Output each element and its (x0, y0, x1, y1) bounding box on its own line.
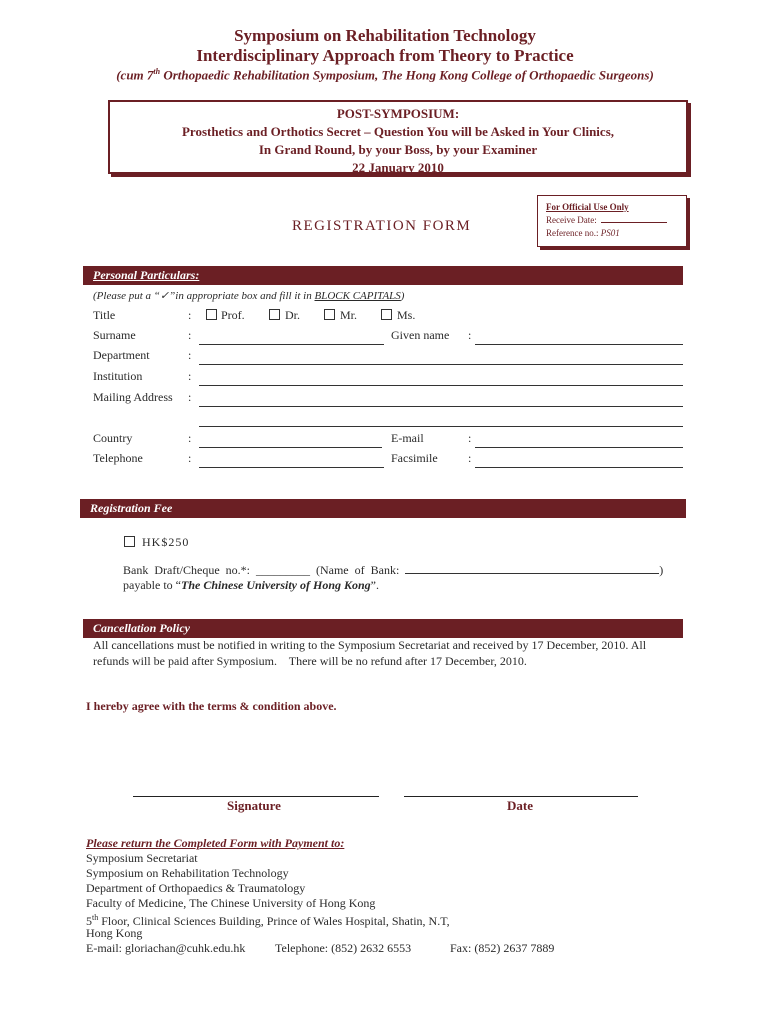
title-colon: : (188, 308, 192, 322)
surname-colon: : (188, 328, 192, 342)
institution-colon: : (188, 369, 192, 383)
date-label: Date (507, 798, 533, 813)
date-field[interactable] (404, 796, 638, 797)
check-mark-icon: ✓ (159, 290, 170, 302)
title-mr-checkbox[interactable] (324, 309, 335, 320)
personal-particulars-label: Personal Particulars: (93, 268, 200, 282)
personal-particulars-header (83, 266, 683, 285)
return-telephone: Telephone: (852) 2632 6553 (275, 941, 412, 955)
receive-date-field[interactable] (601, 222, 667, 223)
payable-line: payable to “The Chinese University of Hong Kong”. (123, 578, 379, 592)
return-line-5: 5th Floor, Clinical Sciences Building, Prince of Wales Hospital, Shatin, N.T, (86, 913, 450, 928)
return-line-6: Hong Kong (86, 926, 143, 940)
signature-field[interactable] (133, 796, 379, 797)
title-dr-checkbox[interactable] (269, 309, 280, 320)
document-subtitle: Interdisciplinary Approach from Theory to Practice (196, 46, 574, 65)
reference-label: Reference no.: (546, 228, 599, 238)
title-prof-checkbox[interactable] (206, 309, 217, 320)
email-label: E-mail (391, 431, 424, 445)
post-symposium-box (108, 100, 688, 174)
document-title: Symposium on Rehabilitation Technology (234, 26, 536, 45)
email-colon: : (468, 431, 472, 445)
receive-date-row (546, 215, 678, 225)
institution-label: Institution (93, 369, 143, 383)
return-fax: Fax: (852) 2637 7889 (450, 941, 555, 955)
mailing-address-field-1[interactable] (199, 406, 683, 407)
department-colon: : (188, 348, 192, 362)
registration-fee-header: Registration Fee (80, 499, 686, 518)
document-subtitle-note: (cum 7th Orthopaedic Rehabilitation Symposium, The Hong Kong College of Orthopaedic Surgeons) (116, 67, 654, 83)
country-field[interactable] (199, 447, 382, 448)
return-line-1: Symposium Secretariat (86, 851, 198, 865)
cancellation-header: Cancellation Policy (83, 619, 683, 638)
country-colon: : (188, 431, 192, 445)
telephone-label: Telephone (93, 451, 143, 465)
surname-label: Surname (93, 328, 136, 342)
cancellation-text-1: All cancellations must be notified in writing to the Symposium Secretariat and received by 17 December, 2010. All (93, 638, 647, 652)
given-name-field[interactable] (475, 344, 683, 345)
title-ms-label: Ms. (397, 308, 416, 322)
signature-label: Signature (227, 798, 281, 813)
official-use-box (537, 195, 687, 247)
department-field[interactable] (199, 364, 683, 365)
facsimile-field[interactable] (475, 467, 683, 468)
official-use-title: For Official Use Only (546, 202, 629, 212)
mailing-address-label: Mailing Address (93, 390, 173, 404)
telephone-field[interactable] (199, 467, 384, 468)
bank-name-field[interactable] (405, 563, 659, 574)
mailing-address-colon: : (188, 390, 192, 404)
instruction-text: (Please put a “✓”in appropriate box and fill it in BLOCK CAPITALS) (93, 290, 405, 302)
return-heading: Please return the Completed Form with Payment to: (86, 836, 345, 850)
return-line-2: Symposium on Rehabilitation Technology (86, 866, 289, 880)
facsimile-colon: : (468, 451, 472, 465)
title-label: Title (93, 308, 116, 322)
fee-amount: HK$250 (142, 535, 190, 549)
given-name-colon: : (468, 328, 472, 342)
reference-row (546, 228, 678, 238)
fee-checkbox[interactable] (124, 536, 135, 547)
telephone-colon: : (188, 451, 192, 465)
form-title: REGISTRATION FORM (292, 218, 472, 234)
bank-draft-line: Bank Draft/Cheque no.*: _________ (Name of Bank: ) (123, 563, 664, 577)
country-label: Country (93, 431, 133, 445)
return-line-4: Faculty of Medicine, The Chinese University of Hong Kong (86, 896, 376, 910)
mailing-address-field-2[interactable] (199, 426, 683, 427)
post-line-3: In Grand Round, by your Boss, by your Examiner (258, 142, 538, 157)
given-name-label: Given name (391, 328, 450, 342)
title-prof-label: Prof. (221, 308, 245, 322)
post-line-1: POST-SYMPOSIUM: (336, 106, 460, 121)
email-field[interactable] (475, 447, 683, 448)
title-mr-label: Mr. (340, 308, 358, 322)
cancellation-text-2: refunds will be paid after Symposium. There will be no refund after 17 December, 2010. (93, 654, 527, 668)
facsimile-label: Facsimile (391, 451, 438, 465)
receive-date-label: Receive Date: (546, 215, 597, 225)
surname-field[interactable] (199, 344, 384, 345)
reference-value: PS01 (600, 228, 620, 238)
post-date: 22 January 2010 (352, 160, 444, 175)
title-ms-checkbox[interactable] (381, 309, 392, 320)
title-dr-label: Dr. (285, 308, 300, 322)
institution-field[interactable] (199, 385, 683, 386)
department-label: Department (93, 348, 150, 362)
post-line-2: Prosthetics and Orthotics Secret – Question You will be Asked in Your Clinics, (181, 124, 615, 139)
return-email: E-mail: gloriachan@cuhk.edu.hk (86, 941, 246, 955)
agreement-text: I hereby agree with the terms & condition above. (86, 699, 337, 713)
return-line-3: Department of Orthopaedics & Traumatology (86, 881, 306, 895)
